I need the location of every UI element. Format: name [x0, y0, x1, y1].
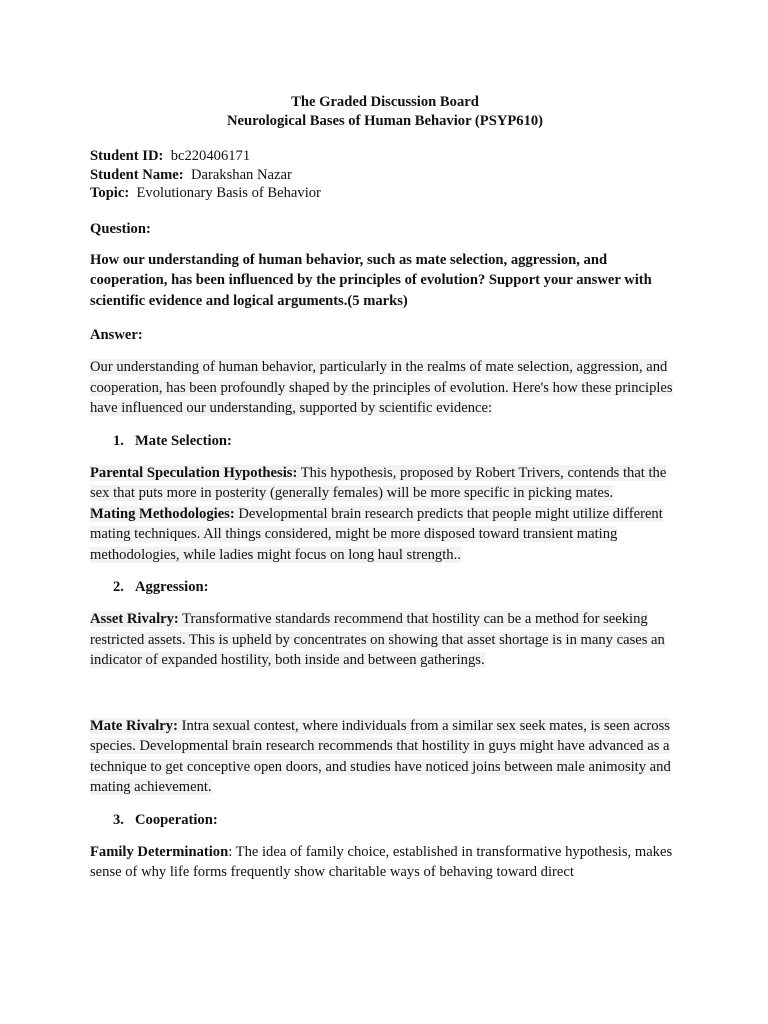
section-heading-aggression: [90, 577, 680, 597]
paragraph-text: Developmental brain research predicts that people might utilize different mating techniques. All things considered, might be more disposed toward transient mating methodologies, while ladies might focus on long haul strength..: [90, 505, 663, 563]
blank-line: [90, 671, 680, 704]
section-title: Mate Selection:: [135, 432, 232, 449]
question-text: How our understanding of human behavior, such as mate selection, aggression, and cooperation, has been influenced by the principles of evolution? Support your answer with scientific evidence and logical arguments.(5 marks): [90, 251, 652, 309]
section-number: 2.: [113, 579, 124, 595]
section-title: Aggression:: [135, 579, 209, 595]
paragraph-family-determination: [90, 842, 680, 883]
student-name-row: [90, 166, 680, 185]
topic-label: Topic:: [90, 185, 130, 201]
term-family-determination: Family Determination: [90, 843, 229, 860]
paragraph-text: This hypothesis, proposed by Robert Trivers, contends that the sex that puts more in posterity (generally females) will be more specific in picking mates.: [90, 464, 667, 501]
answer-intro-text: Our understanding of human behavior, particularly in the realms of mate selection, aggression, and cooperation, has been profoundly shaped by the principles of evolution. Here's how these principles have influenced our understanding, supported by scientific evidence:: [90, 359, 673, 416]
document-page: [90, 93, 680, 883]
topic-value: Evolutionary Basis of Behavior: [136, 185, 321, 201]
section-title: Cooperation:: [135, 811, 218, 828]
student-info: [90, 147, 680, 203]
paragraph-mate-rivalry: [90, 716, 680, 798]
term-mate-rivalry: Mate Rivalry:: [90, 717, 178, 734]
doc-title-line1: The Graded Discussion Board: [291, 94, 479, 110]
section-number: 3.: [113, 811, 124, 828]
answer-intro: [90, 357, 680, 419]
paragraph-text: : The idea of family choice, established in transformative hypothesis, makes sense of why life forms frequently show charitable ways of behaving toward direct: [90, 843, 673, 880]
paragraph-text: Transformative standards recommend that hostility can be a method for seeking restricted assets. This is upheld by concentrates on showing that asset shortage is in many cases an indicator of expanded hostility, both inside and between gatherings.: [90, 611, 665, 668]
student-id-value: bc220406171: [170, 148, 251, 164]
paragraph-asset-rivalry: [90, 609, 680, 671]
student-name-label: Student Name:: [90, 166, 184, 183]
student-name-value: Darakshan Nazar: [190, 166, 292, 183]
paragraph-parental-speculation: [90, 463, 680, 566]
question-label: Question:: [90, 220, 151, 237]
student-id-row: [90, 147, 680, 166]
term-mating-methodologies: Mating Methodologies:: [90, 505, 235, 522]
student-id-label: Student ID:: [90, 148, 164, 164]
topic-row: [90, 184, 680, 203]
answer-label: Answer:: [90, 327, 143, 343]
doc-title-line2: Neurological Bases of Human Behavior (PSYP610): [226, 112, 544, 129]
section-heading-cooperation: [90, 810, 680, 830]
term-parental-speculation: Parental Speculation Hypothesis:: [90, 464, 298, 481]
section-number: 1.: [113, 432, 124, 449]
term-asset-rivalry: Asset Rivalry:: [90, 611, 179, 627]
section-heading-mate-selection: [90, 431, 680, 451]
paragraph-text: Intra sexual contest, where individuals from a similar sex seek mates, is seen across species. Developmental brain research recommends that hostility in guys might have advanced as a technique to get conceptive open doors, and studies have noticed joins between male animosity and mating achievement.: [90, 717, 671, 795]
